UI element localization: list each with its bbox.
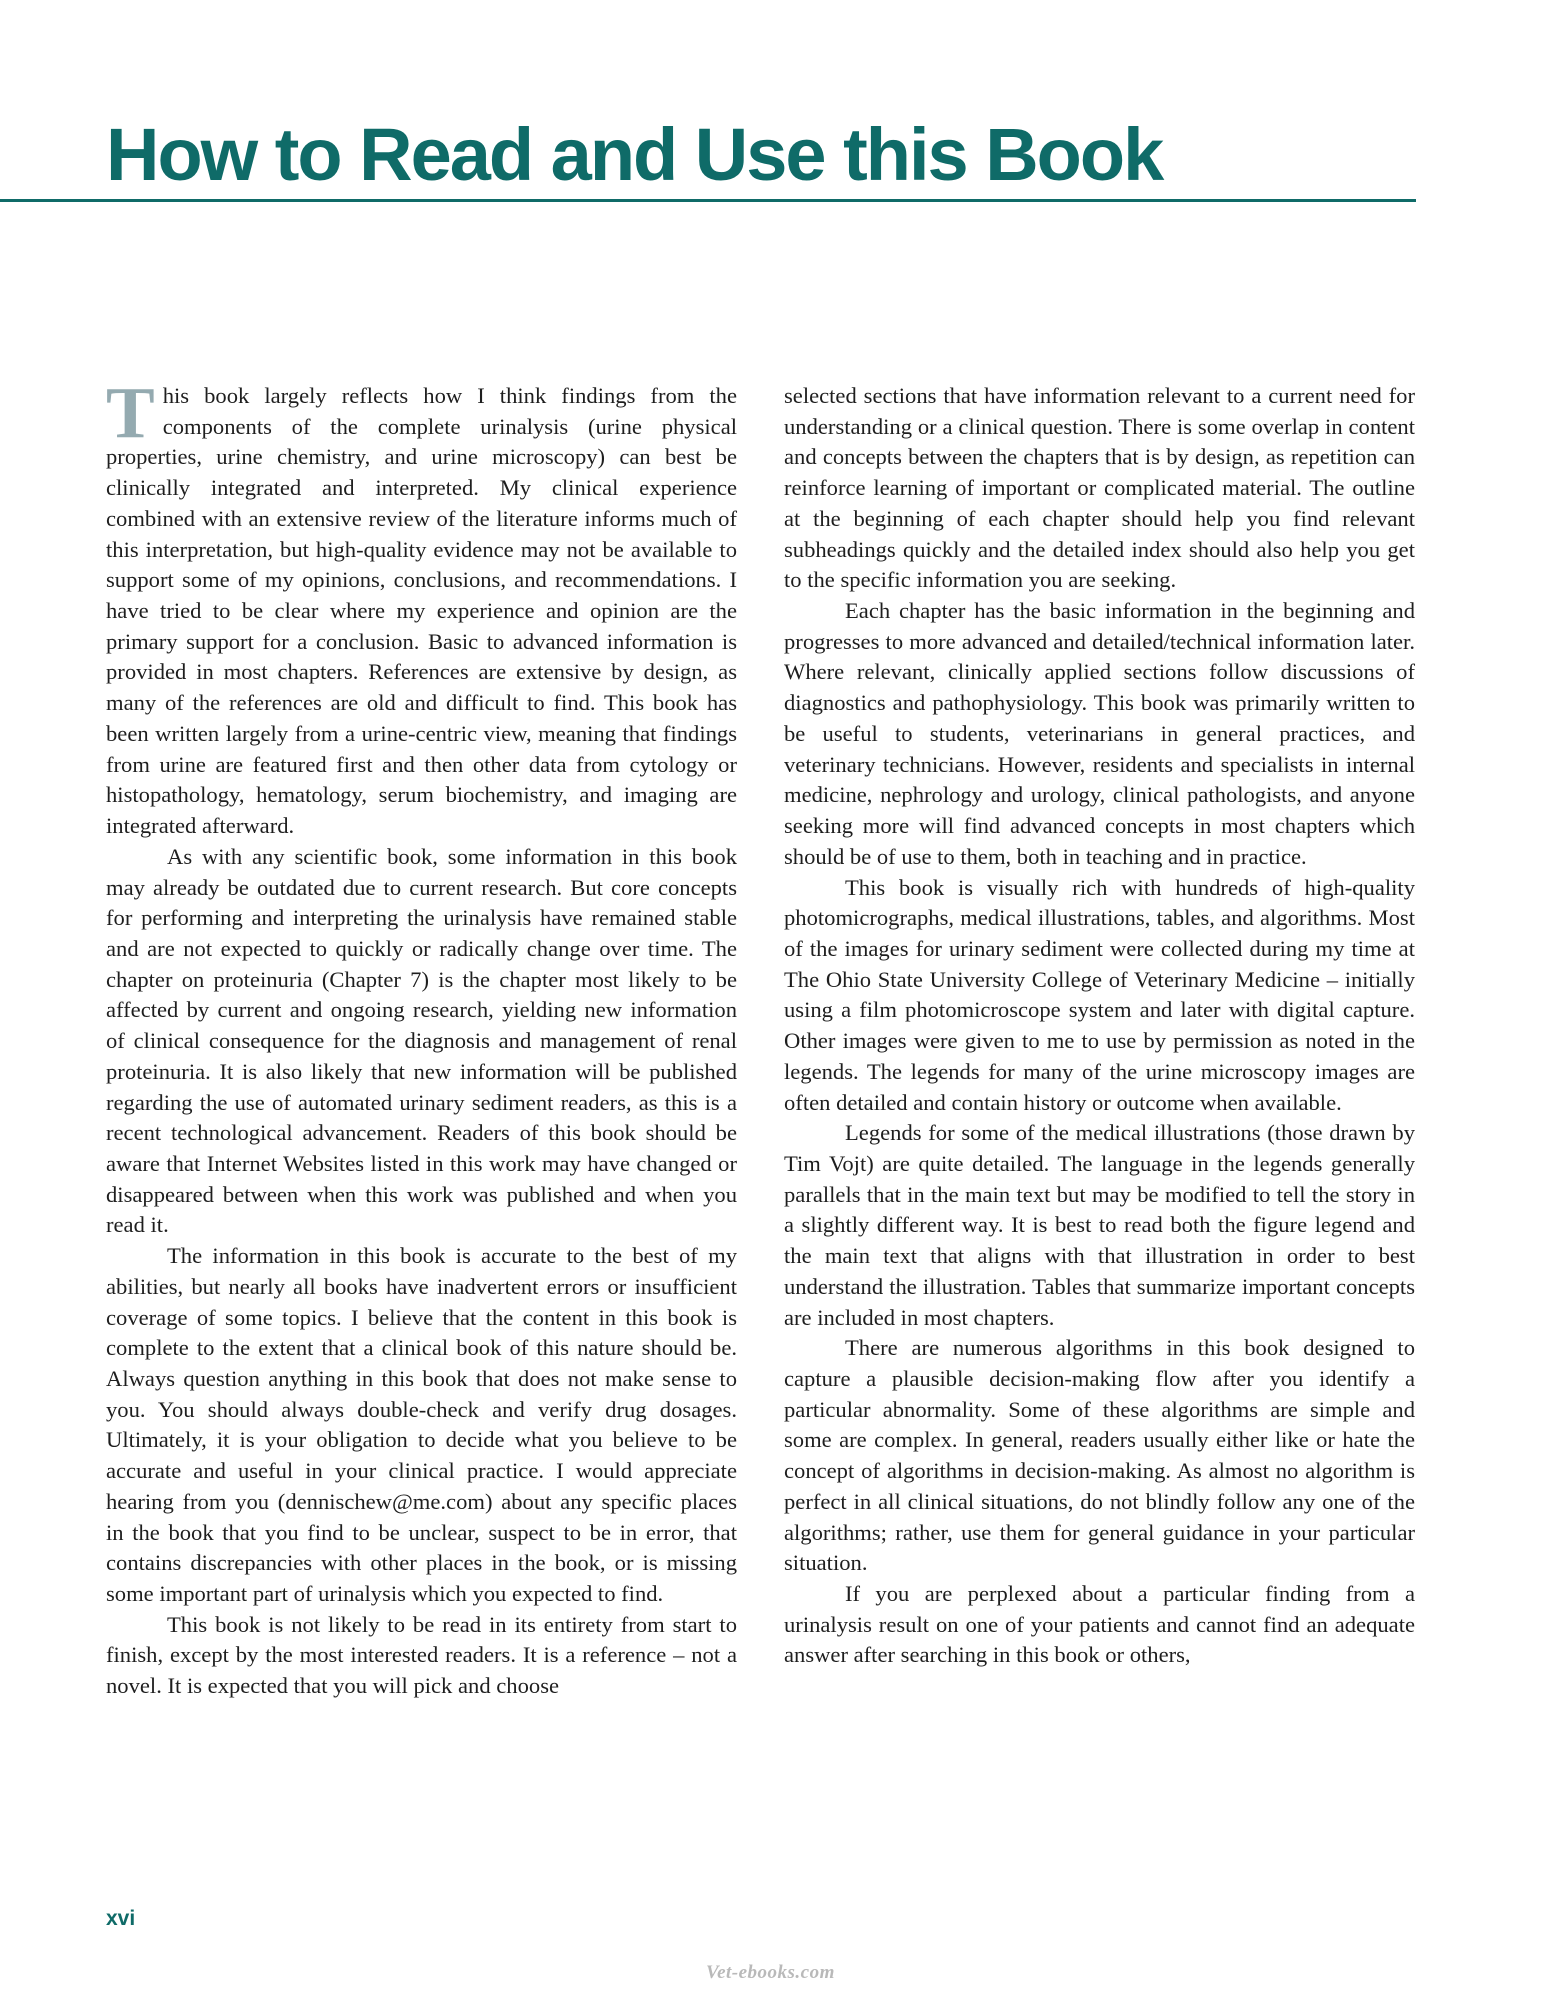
paragraph-outdated-info: As with any scientific book, some information in this book may already be outdated due to current research. But core concepts for performing and interpreting the urinalysis have remained stable and are not expected to quickly or radically change over time. The chapter on proteinuria (Chapter 7) is the chapter most likely to be affected by current and ongoing research, yielding new information of clinical consequence for the diagnosis and management of renal proteinuria. It is also likely that new information will be published regarding the use of automated urinary sediment readers, as this is a recent technological advancement. Readers of this book should be aware that Internet Websites listed in this work may have changed or disappeared between when this work was published and when you read it. (106, 843, 737, 1238)
paragraph-accuracy: The information in this book is accurate to the best of my abilities, but nearly all books have inadvertent errors or insufficient coverage of some topics. I believe that the content in this book is complete to the extent that a clinical book of this nature should be. Always question anything in this book that does not make sense to you. You should always double-check and verify drug dosages. Ultimately, it is your obligation to decide what you believe to be accurate and useful in your clinical practice. I would appreciate hearing from you (dennischew@me.com) about any specific places in the book that you find to be unclear, suspect to be in error, that contains discrepancies with other places in the book, or is missing some important part of urinalysis which you expected to find. (106, 1243, 737, 1607)
left-column (106, 372, 737, 1702)
paragraph-algorithms: There are numerous algorithms in this book designed to capture a plausible decision-making flow after you identify a particular abnormality. Some of these algorithms are simple and some are complex. In general, readers usually either like or hate the concept of algorithms in decision-making. As almost no algorithm is perfect in all clinical situations, do not blindly follow any one of the algorithms; rather, use them for general guidance in your particular situation. (784, 1335, 1415, 1576)
paragraph-images: This book is visually rich with hundreds of high-quality photomicrographs, medical illustrations, tables, and algorithms. Most of the images for urinary sediment were collected during my time at The Ohio State University College of Veterinary Medicine – initially using a film photomicroscope system and later with digital capture. Other images were given to me to use by permission as noted in the legends. The legends for many of the urine microscopy images are often detailed and contain history or outcome when available. (784, 874, 1415, 1115)
page-title: How to Read and Use this Book (106, 113, 1163, 196)
paragraph-reference-use: This book is not likely to be read in its entirety from start to finish, except by the most interested readers. It is a reference – not a novel. It is expected that you will pick and choose (106, 1611, 737, 1699)
page-number: xvi (106, 1907, 136, 1930)
paragraph-intro-text: his book largely reflects how I think findings from the components of the complete urinalysis (urine physical properties, urine chemistry, and urine microscopy) can best be clinically integrated and interpreted. My clinical experience combined with an extensive review of the literature informs much of this interpretation, but high-quality evidence may not be available to support some of my opinions, conclusions, and recommendations. I have tried to be clear where my experience and opinion are the primary support for a conclusion. Basic to advanced information is provided in most chapters. References are extensive by design, as many of the references are old and difficult to find. This book has been written largely from a urine-centric view, meaning that findings from urine are featured first and then other data from cytology or histopathology, hematology, serum biochemistry, and imaging are integrated afterward. (106, 383, 737, 839)
paragraph-legends: Legends for some of the medical illustrations (those drawn by Tim Vojt) are quite detailed. The language in the legends generally parallels that in the main text but may be modified to tell the story in a slightly different way. It is best to read both the figure legend and the main text that aligns with that illustration in order to best understand the illustration. Tables that summarize important concepts are included in most chapters. (784, 1120, 1415, 1330)
paragraph-reference-use-continued: selected sections that have information relevant to a current need for understanding or a clinical question. There is some overlap in content and concepts between the chapters that is by design, as repetition can reinforce learning of important or complicated material. The outline at the beginning of each chapter should help you find relevant subheadings quickly and the detailed index should also help you get to the specific information you are seeking. (784, 383, 1415, 593)
title-rule (0, 199, 1416, 202)
paragraph-intro (106, 372, 737, 842)
drop-cap: T (106, 372, 155, 453)
paragraph-perplexed: If you are perplexed about a particular finding from a urinalysis result on one of your patients and cannot find an adequate answer after searching in this book or others, (784, 1581, 1415, 1668)
watermark-logo: Vet-ebooks.com (706, 1962, 835, 1983)
right-column (784, 381, 1415, 1671)
paragraph-chapter-structure: Each chapter has the basic information in the beginning and progresses to more advanced and detailed/technical information later. Where relevant, clinically applied sections follow discussions of diagnostics and pathophysiology. This book was primarily written to be useful to students, veterinarians in general practices, and veterinary technicians. However, residents and specialists in internal medicine, nephrology and urology, clinical pathologists, and anyone seeking more will find advanced concepts in most chapters which should be of use to them, both in teaching and in practice. (784, 598, 1415, 869)
